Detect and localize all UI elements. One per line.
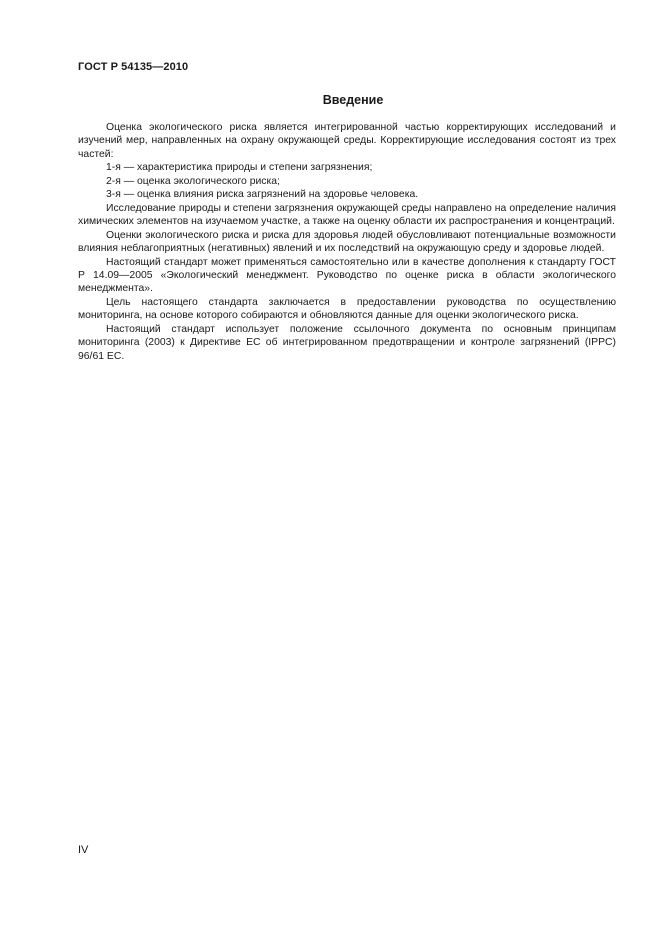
paragraph-reference-document: Настоящий стандарт использует положение ссылочного документа по основным принципам мониторинга (2003) к Директиве ЕС об интегрированном предотвращении и контроле загрязнений (IPPC) 96/61 ЕС. [78, 323, 616, 362]
section-title: Введение [322, 93, 384, 107]
page-number: IV [78, 844, 89, 856]
section-body [78, 121, 616, 363]
paragraph-standard-goal: Цель настоящего стандарта заключается в предоставлении руководства по осуществлению мониторинга, на основе которого собираются и обновляются данные для оценки экологического риска. [78, 296, 616, 322]
paragraph-pollution-study: Исследование природы и степени загрязнения окружающей среды направлено на определение наличия химических элементов на изучаемом участке, а также на оценку области их распространения и концентраций. [78, 202, 616, 228]
list-item-part-2: 2-я — оценка экологического риска; [106, 175, 280, 187]
paragraph-risk-assessment: Оценки экологического риска и риска для здоровья людей обусловливают потенциальные возможности влияния неблагоприятных (негативных) явлений и их последствий на окружающую среду и здоровье людей. [78, 229, 616, 255]
document-code: ГОСТ Р 54135—2010 [78, 61, 189, 73]
list-item-part-1: 1-я — характеристика природы и степени загрязнения; [106, 162, 373, 174]
list-item-part-3: 3-я — оценка влияния риска загрязнений на здоровье человека. [106, 189, 419, 201]
paragraph-standard-usage: Настоящий стандарт может применяться самостоятельно или в качестве дополнения к стандарту ГОСТ Р 14.09—2005 «Экологический менеджмент. Руководство по оценке риска в области экологического менеджмента». [78, 256, 616, 295]
paragraph-intro: Оценка экологического риска является интегрированной частью корректирующих исследований и изучений мер, направленных на охрану окружающей среды. Корректирующие исследования состоят из трех частей: [78, 122, 616, 160]
